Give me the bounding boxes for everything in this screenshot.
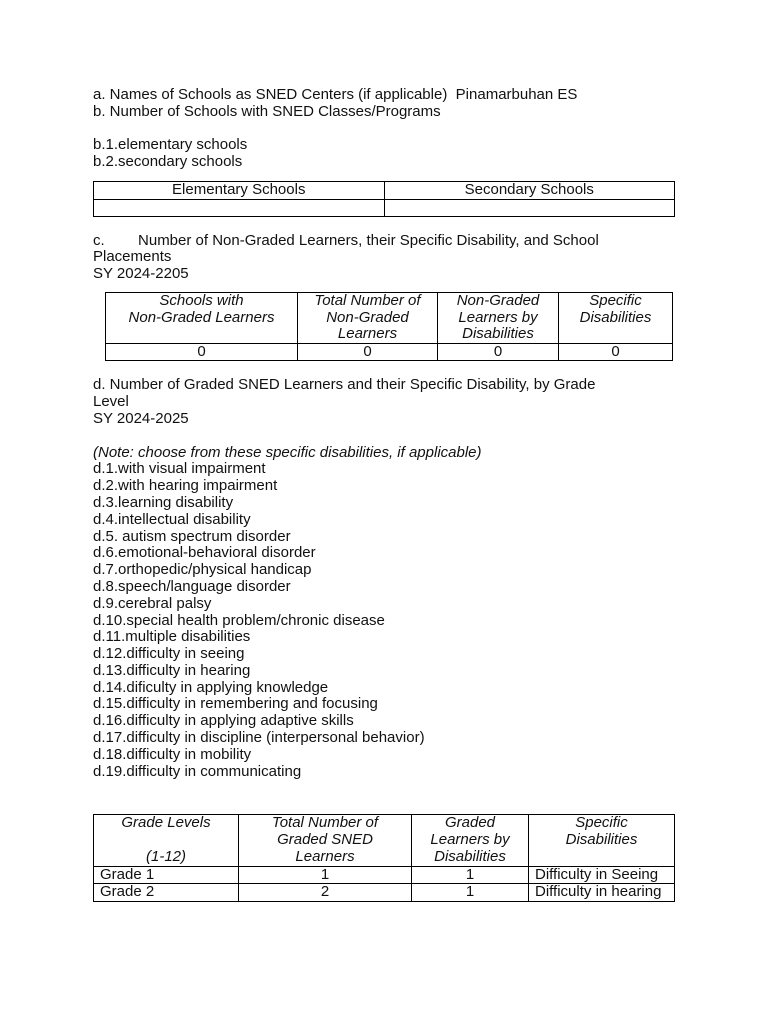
list-item: d.10.special health problem/chronic disease — [93, 611, 385, 629]
table-cell: 1 — [412, 866, 529, 884]
document-page — [93, 87, 683, 902]
table-cell: 1 — [412, 884, 529, 902]
list-item: d.6.emotional-behavioral disorder — [93, 544, 316, 562]
table-cell: 0 — [106, 343, 298, 361]
section-d-note: (Note: choose from these specific disabilities, if applicable) — [93, 443, 482, 461]
table-cell: 2 — [239, 884, 412, 902]
non-graded-header: Non-Graded Learners by Disabilities — [438, 292, 559, 343]
list-item: d.9.cerebral palsy — [93, 594, 212, 612]
non-graded-table — [105, 292, 673, 361]
list-item: d.18.difficulty in mobility — [93, 745, 252, 763]
list-item: d.1.with visual impairment — [93, 460, 266, 478]
table-cell: 1 — [239, 866, 412, 884]
section-d-sy: SY 2024-2025 — [93, 409, 189, 427]
section-d-title: d. Number of Graded SNED Learners and their Specific Disability, by Grade — [93, 376, 596, 394]
section-b-title: b. Number of Schools with SNED Classes/Programs — [93, 102, 441, 120]
non-graded-header: Specific Disabilities — [559, 292, 673, 343]
schools-table — [93, 181, 675, 217]
section-c-title — [93, 233, 683, 250]
table-cell: Grade 1 — [94, 866, 239, 884]
section-b-item: b.1.elementary schools — [93, 136, 248, 154]
list-item: d.19.difficulty in communicating — [93, 762, 302, 780]
table-cell: 0 — [298, 343, 438, 361]
list-item: d.13.difficulty in hearing — [93, 661, 251, 679]
graded-header: Grade Levels (1-12) — [94, 815, 239, 866]
section-a-value: Pinamarbuhan ES — [455, 86, 578, 103]
section-c-prefix: c. — [93, 231, 105, 249]
list-item: d.8.speech/language disorder — [93, 577, 291, 595]
non-graded-header: Schools with Non-Graded Learners — [106, 292, 298, 343]
list-item: d.14.dificulty in applying knowledge — [93, 678, 329, 696]
table-cell: 0 — [559, 343, 673, 361]
table-cell: Difficulty in Seeing — [529, 866, 675, 884]
schools-table-header: Elementary Schools — [94, 181, 385, 199]
non-graded-header: Total Number of Non-Graded Learners — [298, 292, 438, 343]
graded-table — [93, 814, 675, 901]
section-c-title-text: Number of Non-Graded Learners, their Specific Disability, and School — [138, 231, 599, 249]
table-cell — [94, 199, 385, 216]
list-item: d.3.learning disability — [93, 493, 234, 511]
section-b-item: b.2.secondary schools — [93, 153, 243, 171]
list-item: d.2.with hearing impairment — [93, 477, 278, 495]
graded-header: Specific Disabilities — [529, 815, 675, 866]
section-c-title-cont: Placements — [93, 248, 172, 266]
table-cell: Grade 2 — [94, 884, 239, 902]
list-item: d.15.difficulty in remembering and focusing — [93, 695, 378, 713]
list-item: d.11.multiple disabilities — [93, 628, 251, 646]
section-c-sy: SY 2024-2205 — [93, 265, 189, 283]
table-cell — [384, 199, 675, 216]
graded-header: Total Number of Graded SNED Learners — [239, 815, 412, 866]
list-item: d.5. autism spectrum disorder — [93, 527, 291, 545]
list-item: d.7.orthopedic/physical handicap — [93, 561, 312, 579]
schools-table-header: Secondary Schools — [384, 181, 675, 199]
list-item: d.16.difficulty in applying adaptive skills — [93, 712, 354, 730]
graded-header: Graded Learners by Disabilities — [412, 815, 529, 866]
list-item: d.12.difficulty in seeing — [93, 645, 245, 663]
table-row — [106, 343, 673, 361]
section-a-line — [93, 87, 683, 104]
list-item: d.4.intellectual disability — [93, 510, 251, 528]
table-cell: Difficulty in hearing — [529, 884, 675, 902]
table-row — [94, 199, 675, 216]
section-a-label: a. Names of Schools as SNED Centers (if applicable) — [93, 86, 448, 103]
list-item: d.17.difficulty in discipline (interpersonal behavior) — [93, 729, 425, 747]
table-row — [94, 884, 675, 902]
table-cell: 0 — [438, 343, 559, 361]
table-row — [94, 866, 675, 884]
section-d-title-cont: Level — [93, 393, 129, 411]
